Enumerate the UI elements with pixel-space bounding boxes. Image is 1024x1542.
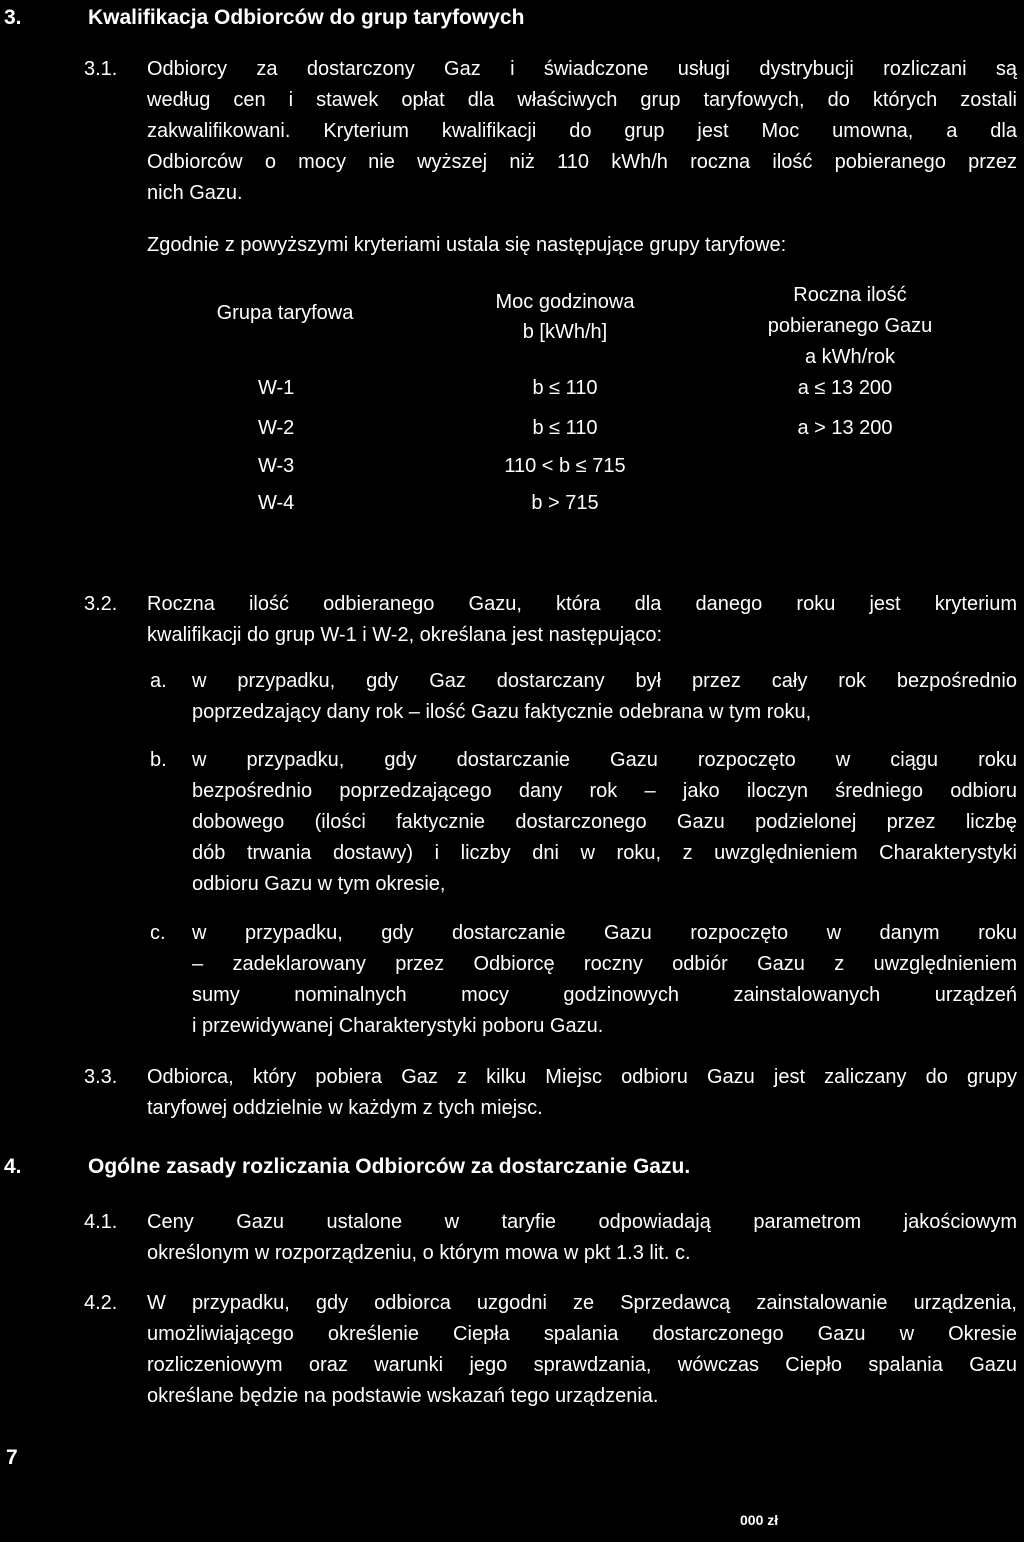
header-line: b [kWh/h] [522,321,608,343]
list-line: w przypadku, gdy Gaz dostarczany był przez cały rok bezpośrednio [192,670,1017,692]
paragraph-line: Odbiorca, który pobiera Gaz z kilku Miejsc odbioru Gazu jest zaliczany do grupy [147,1066,1017,1088]
paragraph-4-2 [147,1288,1017,1412]
paragraph-line: według cen i stawek opłat dla właściwych grup taryfowych, do których zostali [147,89,1017,111]
paragraph-line: taryfowej oddzielnie w każdym z tych miejsc. [147,1097,543,1119]
cell-group: W-3 [258,455,295,477]
list-letter: a. [150,670,167,692]
cell-group: W-2 [258,417,295,439]
list-letter: c. [150,922,166,944]
list-line: i przewidywanej Charakterystyki poboru Gazu. [192,1015,604,1037]
paragraph-line: rozliczeniowym oraz warunki jego sprawdzania, wówczas Ciepło spalania Gazu [147,1354,1017,1376]
list-item-b [192,745,1017,900]
list-line: – zadeklarowany przez Odbiorcę roczny odbiór Gazu z uwzględnieniem [192,953,1017,975]
cell-group: W-1 [258,377,295,399]
paragraph-line: umożliwiającego określenie Ciepła spalania dostarczonego Gazu w Okresie [147,1323,1017,1345]
table-header-power [460,287,670,347]
paragraph-number: 3.1. [84,58,118,80]
paragraph-line: Odbiorcy za dostarczony Gaz i świadczone usługi dystrybucji rozliczani są [147,58,1017,80]
list-line: bezpośrednio poprzedzającego dany rok – jako iloczyn średniego odbioru [192,780,1017,802]
paragraph-line: zakwalifikowani. Kryterium kwalifikacji do grup jest Moc umowna, a dla [147,120,1017,142]
list-line: odbioru Gazu w tym okresie, [192,873,446,895]
paragraph-line: kwalifikacji do grup W-1 i W-2, określana jest następująco: [147,624,663,646]
cell-power: b ≤ 110 [532,417,598,439]
paragraph-line: W przypadku, gdy odbiorca uzgodni ze Sprzedawcą zainstalowanie urządzenia, [147,1292,1017,1314]
paragraph-4-1 [147,1207,1017,1269]
paragraph-number: 4.1. [84,1211,118,1233]
header-line: Roczna ilość [793,284,907,306]
header-line: pobieranego Gazu [767,315,933,337]
paragraph-3-1 [147,54,1017,209]
cell-power: b ≤ 110 [532,377,598,399]
footer-mark: 000 zł [740,1512,779,1528]
cell-annual: a > 13 200 [797,417,893,439]
section-title: Kwalifikacja Odbiorców do grup taryfowych [88,6,525,29]
paragraph-3-3 [147,1062,1017,1124]
header-line: a kWh/rok [804,346,896,368]
paragraph-number: 4.2. [84,1292,118,1314]
paragraph-line: określonym w rozporządzeniu, o którym mowa w pkt 1.3 lit. c. [147,1242,691,1264]
paragraph-number: 3.2. [84,593,118,615]
list-line: dób trwania dostawy) i liczby dni w roku, z uwzględnieniem Charakterystyki [192,842,1017,864]
section-number: 4. [4,1155,22,1178]
table-header-group: Grupa taryfowa [216,302,354,324]
table-header-annual [730,280,970,373]
section-title: Ogólne zasady rozliczania Odbiorców za dostarczanie Gazu. [88,1155,691,1178]
cell-power: 110 < b ≤ 715 [504,455,626,477]
page-number: 7 [6,1446,18,1469]
paragraph-line: określane będzie na podstawie wskazań tego urządzenia. [147,1385,659,1407]
cell-annual: a ≤ 13 200 [797,377,893,399]
list-line: poprzedzający dany rok – ilość Gazu faktycznie odebrana w tym roku, [192,701,812,723]
list-item-a [192,666,1017,728]
paragraph-line: nich Gazu. [147,182,243,204]
paragraph-number: 3.3. [84,1066,118,1088]
table-intro: Zgodnie z powyższymi kryteriami ustala się następujące grupy taryfowe: [147,234,787,256]
cell-group: W-4 [258,492,295,514]
list-line: sumy nominalnych mocy godzinowych zainstalowanych urządzeń [192,984,1017,1006]
header-line: Moc godzinowa [495,291,635,313]
paragraph-3-2 [147,589,1017,651]
paragraph-line: Ceny Gazu ustalone w taryfie odpowiadają parametrom jakościowym [147,1211,1017,1233]
cell-power: b > 715 [531,492,599,514]
list-line: dobowego (ilości faktycznie dostarczonego Gazu podzielonej przez liczbę [192,811,1017,833]
list-line: w przypadku, gdy dostarczanie Gazu rozpoczęto w ciągu roku [192,749,1017,771]
section-number: 3. [4,6,22,29]
list-line: w przypadku, gdy dostarczanie Gazu rozpoczęto w danym roku [192,922,1017,944]
paragraph-line: Roczna ilość odbieranego Gazu, która dla danego roku jest kryterium [147,593,1017,615]
list-letter: b. [150,749,167,771]
list-item-c [192,918,1017,1042]
paragraph-line: Odbiorców o mocy nie wyższej niż 110 kWh/h roczna ilość pobieranego przez [147,151,1017,173]
